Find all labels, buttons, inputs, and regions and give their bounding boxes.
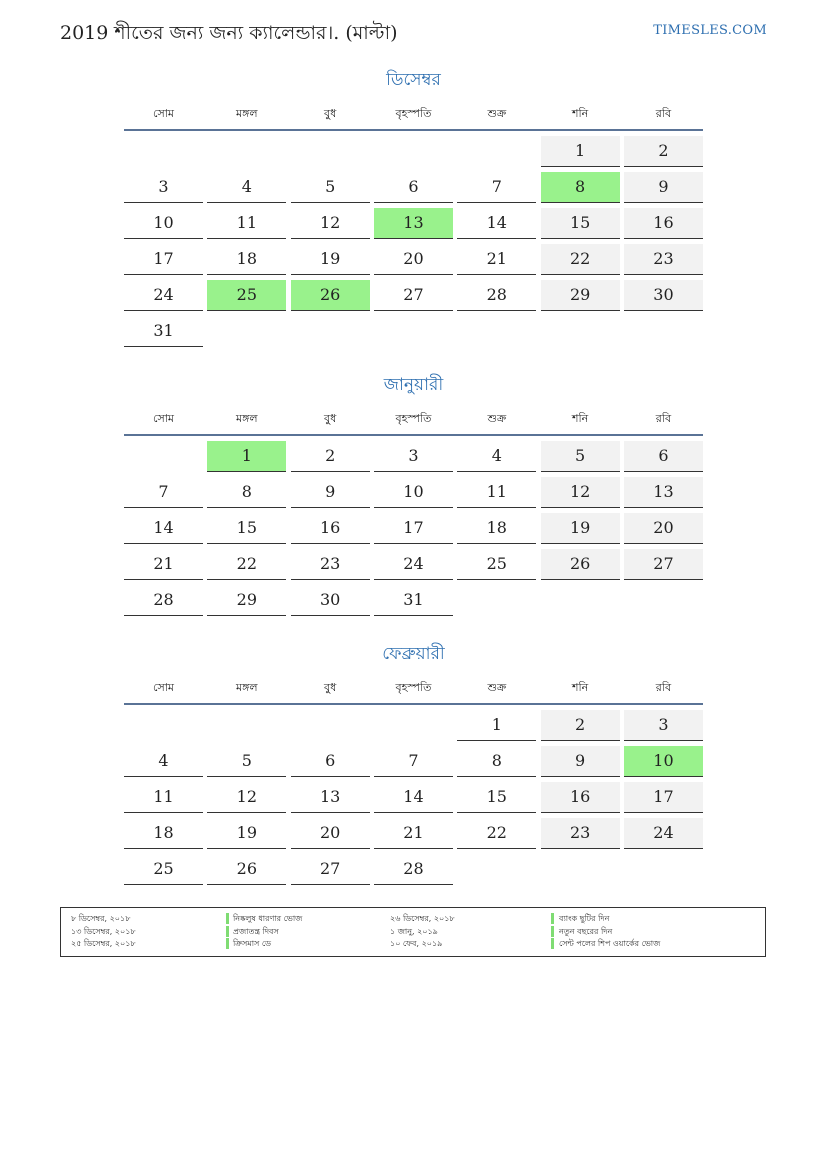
day-cell: 8 bbox=[457, 746, 536, 777]
day-cell: 14 bbox=[457, 208, 536, 239]
weekday-label: বৃহস্পতি bbox=[395, 412, 432, 425]
day-cell: 21 bbox=[374, 818, 453, 849]
holiday-day-cell: 10 bbox=[624, 746, 703, 777]
legend-date: ২৬ ডিসেম্বর, ২০১৮ bbox=[390, 914, 455, 923]
day-cell: 22 bbox=[457, 818, 536, 849]
day-cell: 27 bbox=[374, 280, 453, 311]
day-cell: 14 bbox=[374, 782, 453, 813]
weekday-label: শুক্র bbox=[487, 107, 507, 120]
day-cell: 5 bbox=[541, 441, 620, 472]
day-cell: 12 bbox=[207, 782, 286, 813]
legend-holiday-name: সেন্ট পলের শিপ ওয়ার্কের ভোজ bbox=[559, 939, 661, 948]
holiday-color-marker bbox=[551, 913, 554, 924]
empty-cell bbox=[291, 136, 370, 166]
day-cell: 25 bbox=[124, 854, 203, 885]
site-link[interactable]: TIMESLES.COM bbox=[653, 23, 767, 38]
weekday-label: শুক্র bbox=[487, 681, 507, 694]
legend-date: ১০ ফেব, ২০১৯ bbox=[390, 939, 443, 948]
month-calendar bbox=[124, 372, 703, 616]
day-cell: 7 bbox=[124, 477, 203, 508]
weekday-label: বুধ bbox=[324, 107, 337, 120]
weekday-header bbox=[124, 410, 703, 436]
empty-cell bbox=[207, 710, 286, 740]
day-cell: 6 bbox=[624, 441, 703, 472]
empty-cell bbox=[124, 441, 203, 471]
day-cell: 17 bbox=[624, 782, 703, 813]
day-cell: 11 bbox=[457, 477, 536, 508]
day-cell: 13 bbox=[624, 477, 703, 508]
day-cell: 26 bbox=[541, 549, 620, 580]
day-cell: 3 bbox=[374, 441, 453, 472]
weekday-header bbox=[124, 105, 703, 131]
day-cell: 19 bbox=[291, 244, 370, 275]
day-cell: 27 bbox=[624, 549, 703, 580]
weekday-label: শনি bbox=[572, 681, 589, 694]
day-grid bbox=[124, 710, 703, 885]
day-cell: 23 bbox=[541, 818, 620, 849]
holiday-legend bbox=[60, 907, 766, 957]
day-cell: 20 bbox=[291, 818, 370, 849]
weekday-label: শুক্র bbox=[487, 412, 507, 425]
day-cell: 11 bbox=[124, 782, 203, 813]
legend-holiday-name: প্রজাতন্ত্র দিবস bbox=[233, 926, 279, 936]
day-cell: 26 bbox=[207, 854, 286, 885]
day-cell: 9 bbox=[541, 746, 620, 777]
day-cell: 2 bbox=[291, 441, 370, 472]
day-cell: 10 bbox=[124, 208, 203, 239]
day-cell: 28 bbox=[457, 280, 536, 311]
month-calendar bbox=[124, 641, 703, 885]
day-cell: 29 bbox=[207, 585, 286, 616]
day-cell: 15 bbox=[207, 513, 286, 544]
legend-date: ১ জানু, ২০১৯ bbox=[390, 926, 438, 936]
day-cell: 12 bbox=[541, 477, 620, 508]
day-cell: 3 bbox=[624, 710, 703, 741]
day-cell: 11 bbox=[207, 208, 286, 239]
weekday-label: সোম bbox=[152, 681, 175, 694]
day-cell: 17 bbox=[124, 244, 203, 275]
weekday-label: বুধ bbox=[324, 681, 337, 694]
day-cell: 31 bbox=[374, 585, 453, 616]
day-cell: 5 bbox=[207, 746, 286, 777]
day-cell: 7 bbox=[374, 746, 453, 777]
holiday-day-cell: 13 bbox=[374, 208, 453, 239]
day-cell: 4 bbox=[457, 441, 536, 472]
day-cell: 1 bbox=[457, 710, 536, 741]
empty-cell bbox=[457, 136, 536, 166]
holiday-color-marker bbox=[551, 938, 554, 949]
day-cell: 16 bbox=[291, 513, 370, 544]
weekday-label: রবি bbox=[655, 107, 672, 120]
weekday-label: মঙ্গল bbox=[236, 412, 258, 425]
day-cell: 28 bbox=[374, 854, 453, 885]
month-title: জানুয়ারী bbox=[383, 375, 444, 395]
empty-cell bbox=[374, 710, 453, 740]
day-cell: 15 bbox=[541, 208, 620, 239]
day-cell: 16 bbox=[624, 208, 703, 239]
day-cell: 18 bbox=[207, 244, 286, 275]
legend-entry bbox=[61, 938, 765, 950]
day-cell: 23 bbox=[624, 244, 703, 275]
holiday-day-cell: 8 bbox=[541, 172, 620, 203]
day-cell: 19 bbox=[207, 818, 286, 849]
weekday-label: বৃহস্পতি bbox=[395, 681, 432, 694]
day-cell: 6 bbox=[291, 746, 370, 777]
weekday-label: শনি bbox=[572, 412, 589, 425]
month-title: ডিসেম্বর bbox=[386, 70, 441, 90]
day-cell: 7 bbox=[457, 172, 536, 203]
day-cell: 23 bbox=[291, 549, 370, 580]
day-cell: 10 bbox=[374, 477, 453, 508]
day-cell: 21 bbox=[124, 549, 203, 580]
day-cell: 30 bbox=[624, 280, 703, 311]
page-title: 2019 শীতের জন্য জন্য ক্যালেন্ডার।. (মাল্টা) bbox=[60, 22, 398, 44]
empty-cell bbox=[124, 136, 203, 166]
day-cell: 24 bbox=[124, 280, 203, 311]
legend-entry bbox=[61, 913, 765, 925]
day-cell: 25 bbox=[457, 549, 536, 580]
weekday-label: রবি bbox=[655, 412, 672, 425]
month-calendar bbox=[124, 67, 703, 347]
holiday-color-marker bbox=[551, 926, 554, 937]
legend-date: ২৫ ডিসেম্বর, ২০১৮ bbox=[71, 939, 136, 948]
day-cell: 8 bbox=[207, 477, 286, 508]
empty-cell bbox=[374, 136, 453, 166]
day-cell: 21 bbox=[457, 244, 536, 275]
day-cell: 22 bbox=[207, 549, 286, 580]
day-cell: 30 bbox=[291, 585, 370, 616]
weekday-label: বৃহস্পতি bbox=[395, 107, 432, 120]
day-cell: 4 bbox=[124, 746, 203, 777]
month-title: ফেব্রুয়ারী bbox=[382, 644, 445, 664]
day-cell: 24 bbox=[374, 549, 453, 580]
day-cell: 29 bbox=[541, 280, 620, 311]
day-grid bbox=[124, 136, 703, 347]
legend-holiday-name: ব্যাংক ছুটির দিন bbox=[559, 914, 610, 923]
weekday-header bbox=[124, 679, 703, 705]
weekday-label: মঙ্গল bbox=[236, 107, 258, 120]
day-cell: 5 bbox=[291, 172, 370, 203]
weekday-label: সোম bbox=[152, 412, 175, 425]
day-cell: 17 bbox=[374, 513, 453, 544]
day-cell: 31 bbox=[124, 316, 203, 347]
day-cell: 2 bbox=[624, 136, 703, 167]
day-cell: 15 bbox=[457, 782, 536, 813]
day-cell: 20 bbox=[374, 244, 453, 275]
day-cell: 2 bbox=[541, 710, 620, 741]
weekday-label: শনি bbox=[572, 107, 589, 120]
legend-holiday-name: ক্রিসমাস ডে bbox=[233, 939, 271, 948]
day-cell: 20 bbox=[624, 513, 703, 544]
empty-cell bbox=[291, 710, 370, 740]
day-cell: 22 bbox=[541, 244, 620, 275]
weekday-label: মঙ্গল bbox=[236, 681, 258, 694]
day-cell: 18 bbox=[124, 818, 203, 849]
day-cell: 24 bbox=[624, 818, 703, 849]
weekday-label: রবি bbox=[655, 681, 672, 694]
holiday-day-cell: 26 bbox=[291, 280, 370, 311]
day-grid bbox=[124, 441, 703, 616]
day-cell: 9 bbox=[291, 477, 370, 508]
day-cell: 6 bbox=[374, 172, 453, 203]
legend-date: ৮ ডিসেম্বর, ২০১৮ bbox=[71, 914, 131, 923]
day-cell: 18 bbox=[457, 513, 536, 544]
day-cell: 3 bbox=[124, 172, 203, 203]
day-cell: 27 bbox=[291, 854, 370, 885]
day-cell: 1 bbox=[541, 136, 620, 167]
day-cell: 16 bbox=[541, 782, 620, 813]
legend-holiday-name: নিষ্কলুষ ধারণার ভোজ bbox=[233, 914, 303, 923]
empty-cell bbox=[124, 710, 203, 740]
weekday-label: সোম bbox=[152, 107, 175, 120]
holiday-day-cell: 1 bbox=[207, 441, 286, 472]
legend-holiday-name: নতুন বছরের দিন bbox=[559, 926, 613, 936]
day-cell: 28 bbox=[124, 585, 203, 616]
day-cell: 12 bbox=[291, 208, 370, 239]
day-cell: 19 bbox=[541, 513, 620, 544]
day-cell: 4 bbox=[207, 172, 286, 203]
day-cell: 14 bbox=[124, 513, 203, 544]
legend-entry bbox=[61, 926, 765, 938]
holiday-day-cell: 25 bbox=[207, 280, 286, 311]
weekday-label: বুধ bbox=[324, 412, 337, 425]
legend-date: ১৩ ডিসেম্বর, ২০১৮ bbox=[71, 926, 136, 936]
empty-cell bbox=[207, 136, 286, 166]
day-cell: 9 bbox=[624, 172, 703, 203]
day-cell: 13 bbox=[291, 782, 370, 813]
